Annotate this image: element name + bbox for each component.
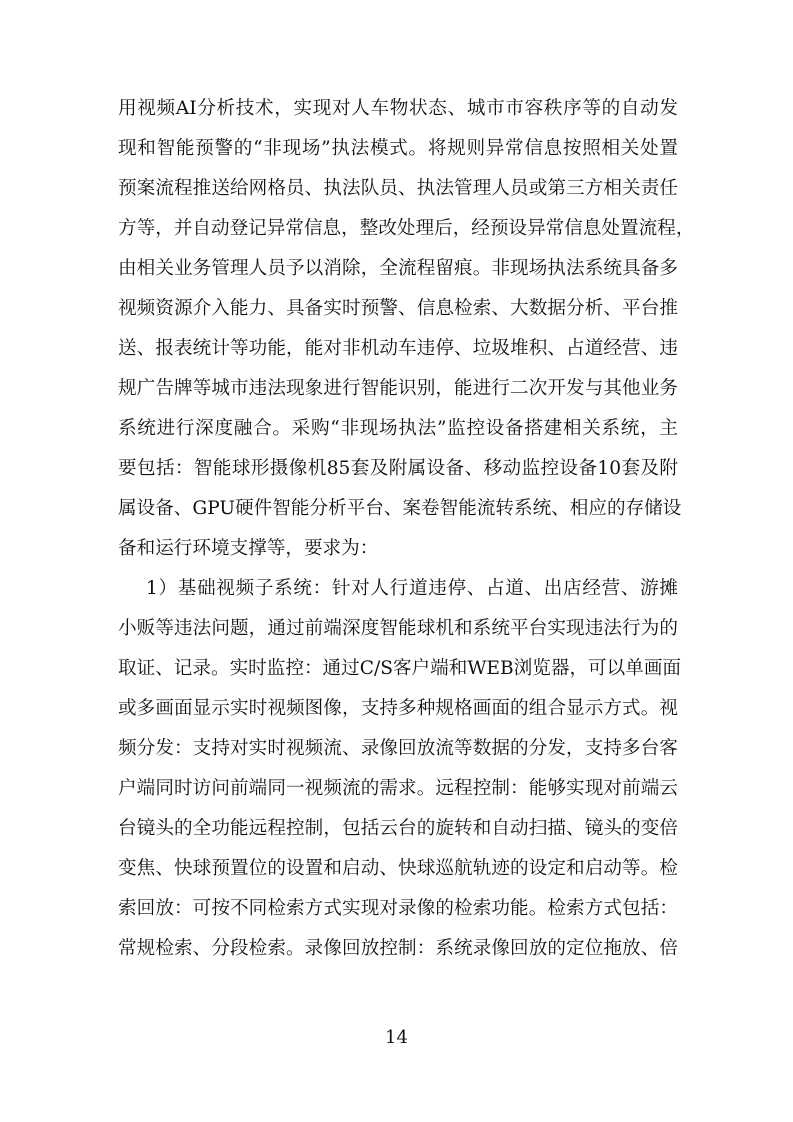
text-line: 系统进行深度融合。采购“非现场执法”监控设备搭建相关系统，主	[118, 418, 678, 439]
text-line: 1）基础视频子系统：针对人行道违停、占道、出店经营、游摊	[146, 578, 678, 599]
text-line: 现和智能预警的“非现场”执法模式。将规则异常信息按照相关处置	[118, 138, 678, 159]
text-line: 预案流程推送给网格员、执法队员、执法管理人员或第三方相关责任	[118, 178, 678, 199]
text-line: 常规检索、分段检索。录像回放控制：系统录像回放的定位拖放、倍	[118, 938, 678, 959]
text-line: 用视频AI分析技术，实现对人车物状态、城市市容秩序等的自动发	[118, 98, 678, 119]
text-line: 取证、记录。实时监控：通过C/S客户端和WEB浏览器，可以单画面	[118, 658, 682, 679]
text-line: 送、报表统计等功能，能对非机动车违停、垃圾堆积、占道经营、违	[118, 338, 678, 359]
text-line: 台镜头的全功能远程控制，包括云台的旋转和自动扫描、镜头的变倍	[118, 818, 678, 839]
text-line: 方等，并自动登记异常信息，整改处理后，经预设异常信息处置流程，	[118, 218, 695, 239]
text-line: 户端同时访问前端同一视频流的需求。远程控制：能够实现对前端云	[118, 778, 678, 799]
page-number: 14	[385, 1027, 408, 1048]
text-line: 要包括：智能球形摄像机85套及附属设备、移动监控设备10套及附	[118, 458, 678, 479]
text-line: 小贩等违法问题，通过前端深度智能球机和系统平台实现违法行为的	[118, 618, 678, 639]
text-line: 频分发：支持对实时视频流、录像回放流等数据的分发，支持多台客	[118, 738, 678, 759]
text-line: 属设备、GPU硬件智能分析平台、案卷智能流转系统、相应的存储设	[118, 498, 682, 519]
text-line: 变焦、快球预置位的设置和启动、快球巡航轨迹的设定和启动等。检	[118, 858, 678, 879]
text-line: 视频资源介入能力、具备实时预警、信息检索、大数据分析、平台推	[118, 298, 678, 319]
text-line: 规广告牌等城市违法现象进行智能识别，能进行二次开发与其他业务	[118, 378, 678, 399]
text-line: 或多画面显示实时视频图像，支持多种规格画面的组合显示方式。视	[118, 698, 678, 719]
text-line: 由相关业务管理人员予以消除，全流程留痕。非现场执法系统具备多	[118, 258, 678, 279]
text-line: 索回放：可按不同检索方式实现对录像的检索功能。检索方式包括：	[118, 898, 678, 919]
text-line: 备和运行环境支撑等，要求为：	[118, 538, 379, 559]
